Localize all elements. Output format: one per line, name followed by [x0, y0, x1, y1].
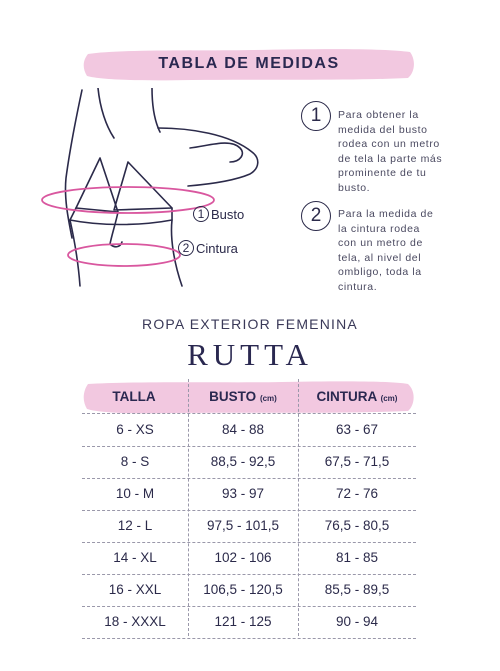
table-row: [82, 446, 416, 478]
step-2-line: Para la medida de: [338, 208, 434, 220]
step-1-number: 1: [301, 101, 331, 131]
step-1-line: prominente de tu: [338, 167, 427, 179]
table-row: [82, 510, 416, 542]
step-2-line: tela, al nivel del: [338, 251, 422, 264]
step-2-line: con un metro de: [338, 237, 423, 249]
header-busto: [188, 379, 298, 415]
step-1-line: medida del busto: [338, 123, 428, 136]
table-row: [82, 574, 416, 606]
step-1-line: de tela la parte más: [338, 152, 443, 165]
busto-label-text: Busto: [211, 206, 245, 222]
cell-busto: 121 - 125: [214, 614, 272, 629]
cell-cintura: 90 - 94: [335, 614, 379, 629]
cell-talla: 6 - XS: [116, 422, 154, 437]
cell-busto: 97,5 - 101,5: [206, 518, 280, 533]
step-1-line: rodea con un metro: [338, 138, 440, 150]
body-measurement-illustration: [40, 88, 310, 288]
cell-cintura: 72 - 76: [335, 486, 379, 501]
table-row: [82, 542, 416, 574]
step-2-line: cintura.: [338, 280, 378, 293]
cell-talla: 8 - S: [120, 454, 150, 469]
subtitle: ROPA EXTERIOR FEMENINA: [142, 316, 358, 332]
cell-cintura: 63 - 67: [335, 422, 379, 437]
cintura-label: [178, 240, 238, 256]
cell-talla: 16 - XXL: [108, 582, 162, 597]
header-busto-label: BUSTO: [209, 389, 257, 404]
cell-busto: 84 - 88: [221, 422, 265, 437]
header-cintura: [298, 379, 416, 415]
table-row: [82, 606, 416, 638]
brand-logo: RUTTA: [187, 337, 313, 372]
table-row: [82, 414, 416, 446]
table-row: [82, 478, 416, 510]
step-1-text: [338, 108, 442, 195]
cell-busto: 88,5 - 92,5: [210, 454, 276, 469]
header-cintura-label: CINTURA: [316, 389, 377, 404]
step-1-line: busto.: [338, 181, 371, 194]
page-title: TABLA DE MEDIDAS: [158, 55, 340, 72]
cell-talla: 18 - XXXL: [104, 614, 166, 629]
header-cintura-unit: (cm): [380, 394, 398, 403]
busto-label: [193, 206, 244, 222]
busto-number: 1: [193, 206, 209, 222]
cell-cintura: 81 - 85: [335, 550, 379, 565]
cell-talla: 12 - L: [117, 518, 153, 533]
cell-talla: 14 - XL: [113, 550, 157, 565]
cell-busto: 93 - 97: [221, 486, 265, 501]
cell-cintura: 67,5 - 71,5: [324, 454, 390, 469]
step-2-line: ombligo, toda la: [338, 266, 422, 278]
header-busto-unit: (cm): [259, 394, 277, 403]
step-2-line: la cintura rodea: [338, 222, 420, 235]
title-banner: [82, 46, 416, 82]
cell-busto: 106,5 - 120,5: [203, 582, 283, 597]
step-2-number: 2: [301, 201, 331, 231]
cintura-label-text: Cintura: [196, 240, 238, 256]
header-talla: TALLA: [112, 389, 156, 404]
step-2-text: [338, 207, 433, 294]
row-divider: [82, 638, 416, 639]
cell-cintura: 76,5 - 80,5: [324, 518, 390, 533]
cell-busto: 102 - 106: [214, 550, 272, 565]
cintura-number: 2: [178, 240, 194, 256]
table-header: [82, 379, 416, 415]
cell-cintura: 85,5 - 89,5: [324, 582, 390, 597]
cell-talla: 10 - M: [115, 486, 155, 501]
step-1-line: Para obtener la: [338, 109, 419, 121]
